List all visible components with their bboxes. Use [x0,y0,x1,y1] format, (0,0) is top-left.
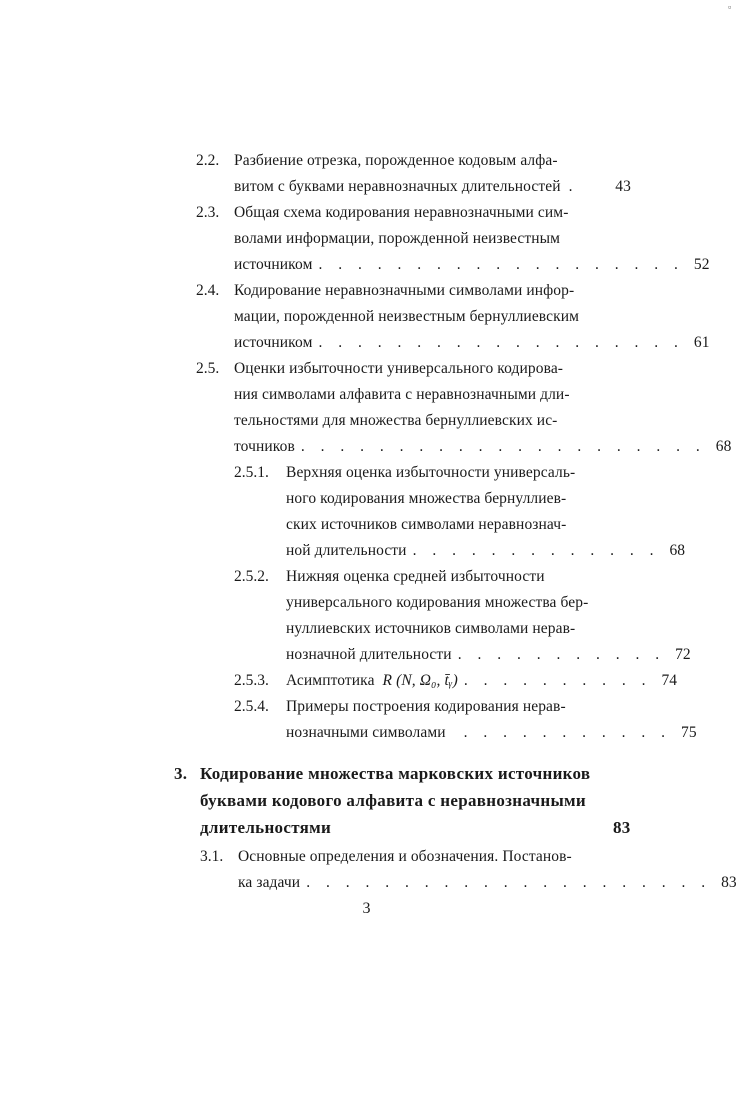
toc-page-2-5-3: 74 [661,672,678,689]
toc-entry-2-5-3-line1 [286,668,678,694]
toc-page-2-5: 68 [715,438,732,455]
toc-entry-2-5-2-line1: Нижняя оценка средней избыточности [286,568,545,585]
toc-page-2-3: 52 [693,256,710,273]
toc-page-2-2: 43 [615,178,631,195]
toc-entry-2-2-text: витом с буквами неравнозначных длительностей [234,178,561,195]
toc-entry-2-5-2-line4 [286,642,691,668]
toc-number-2-2: 2.2. [196,152,220,169]
toc-page-2-5-1: 68 [669,542,686,559]
toc-number-2-5-3: 2.5.3. [234,672,269,689]
toc-entry-2-5-4-line1: Примеры построения кодирования нерав- [286,698,566,715]
toc-entry-2-5-4-line2 [286,720,697,746]
leader-dots: . . . . . . . . . . . . . . . . . . . [318,256,684,273]
toc-entry-2-5-line2: ния символами алфавита с неравнозначными дли- [234,386,570,403]
toc-entry-3-1-line1: Основные определения и обозначения. Постанов- [238,848,572,865]
toc-entry-2-5-2-line3: нуллиевских источников символами нерав- [286,620,576,637]
toc-number-2-5-1: 2.5.1. [234,464,269,481]
corner-mark: ▫ [728,2,732,12]
toc-number-2-5: 2.5. [196,360,220,377]
toc-entry-2-5-2-line2: универсального кодирования множества бер- [286,594,589,611]
toc-number-2-5-4: 2.5.4. [234,698,269,715]
toc-entry-2-3-line3 [234,252,710,278]
toc-page-2-4: 61 [693,334,710,351]
toc-entry-3-1-line2 [238,870,737,896]
page-number: 3 [362,900,371,917]
toc-entry-2-4-line2: мации, порожденной неизвестным бернуллиевским [234,308,580,325]
toc-chapter-3-line2: буквами кодового алфавита с неравнозначными [200,791,586,810]
toc-entry-2-5-1-line4 [286,538,686,564]
leader-dots: . . . . . . . . . . . . . . . . . . . . . [300,438,706,455]
toc-page-2-5-4: 75 [681,724,697,741]
toc-chapter-3-page: 83 [613,818,631,837]
toc-entry-2-3-line1: Общая схема кодирования неравнозначными сим- [234,204,569,221]
leader-dots: . . . . . . . . . . [463,672,652,689]
toc-entry-2-5-1-line3: ских источников символами неравнознач- [286,516,567,533]
toc-entry-2-2-line1: Разбиение отрезка, порожденное кодовым алфа- [234,152,558,169]
toc-entry-2-5-line3: тельностями для множества бернуллиевских ис- [234,412,558,429]
leader-dots: . . . . . . . . . . . . . . . . . . . . . [306,874,712,891]
toc-number-3-1: 3.1. [200,848,224,865]
toc-page-3-1: 83 [721,874,737,891]
toc-entry-2-3-line2: волами информации, порожденной неизвестным [234,230,561,247]
formula-r-n-omega-t: R (N, Ω₀, t̄ᵧ) [382,672,458,689]
leader-dots: . [568,178,579,195]
toc-chapter-3-line3: длительностями [200,818,332,837]
toc-entry-3-1-text: ка задачи [238,874,301,891]
toc-page-2-5-2: 72 [675,646,691,663]
toc-entry-2-5-text: точников [234,438,295,455]
toc-number-2-5-2: 2.5.2. [234,568,269,585]
leader-dots: . . . . . . . . . . . . . . . . . . . [318,334,684,351]
toc-entry-2-5-line4 [234,434,732,460]
toc-entry-2-4-line3 [234,330,710,356]
toc-entry-2-5-4-text: нозначными символами [286,724,446,741]
toc-entry-2-3-text: источником [234,256,313,273]
leader-dots: . . . . . . . . . . . . . [412,542,660,559]
toc-entry-2-5-3-text: Асимптотика [286,672,375,689]
leader-dots: . . . . . . . . . . . [463,724,672,741]
leader-dots: . . . . . . . . . . . [457,646,666,663]
toc-entry-2-2-line2 [234,174,631,200]
toc-number-2-3: 2.3. [196,204,220,221]
toc-chapter-number-3: 3. [174,764,188,783]
toc-entry-2-5-1-line2: ного кодирования множества бернуллиев- [286,490,567,507]
toc-entry-2-5-2-text: нозначной длительности [286,646,452,663]
toc-entry-2-5-line1: Оценки избыточности универсального кодирова- [234,360,564,377]
toc-entry-2-4-text: источником [234,334,313,351]
toc-number-2-4: 2.4. [196,282,220,299]
toc-chapter-3-line1: Кодирование множества марковских источников [200,764,591,783]
toc-entry-2-4-line1: Кодирование неравнозначными символами инфор- [234,282,575,299]
toc-entry-2-5-1-line1: Верхняя оценка избыточности универсаль- [286,464,576,481]
toc-entry-2-5-1-text: ной длительности [286,542,407,559]
